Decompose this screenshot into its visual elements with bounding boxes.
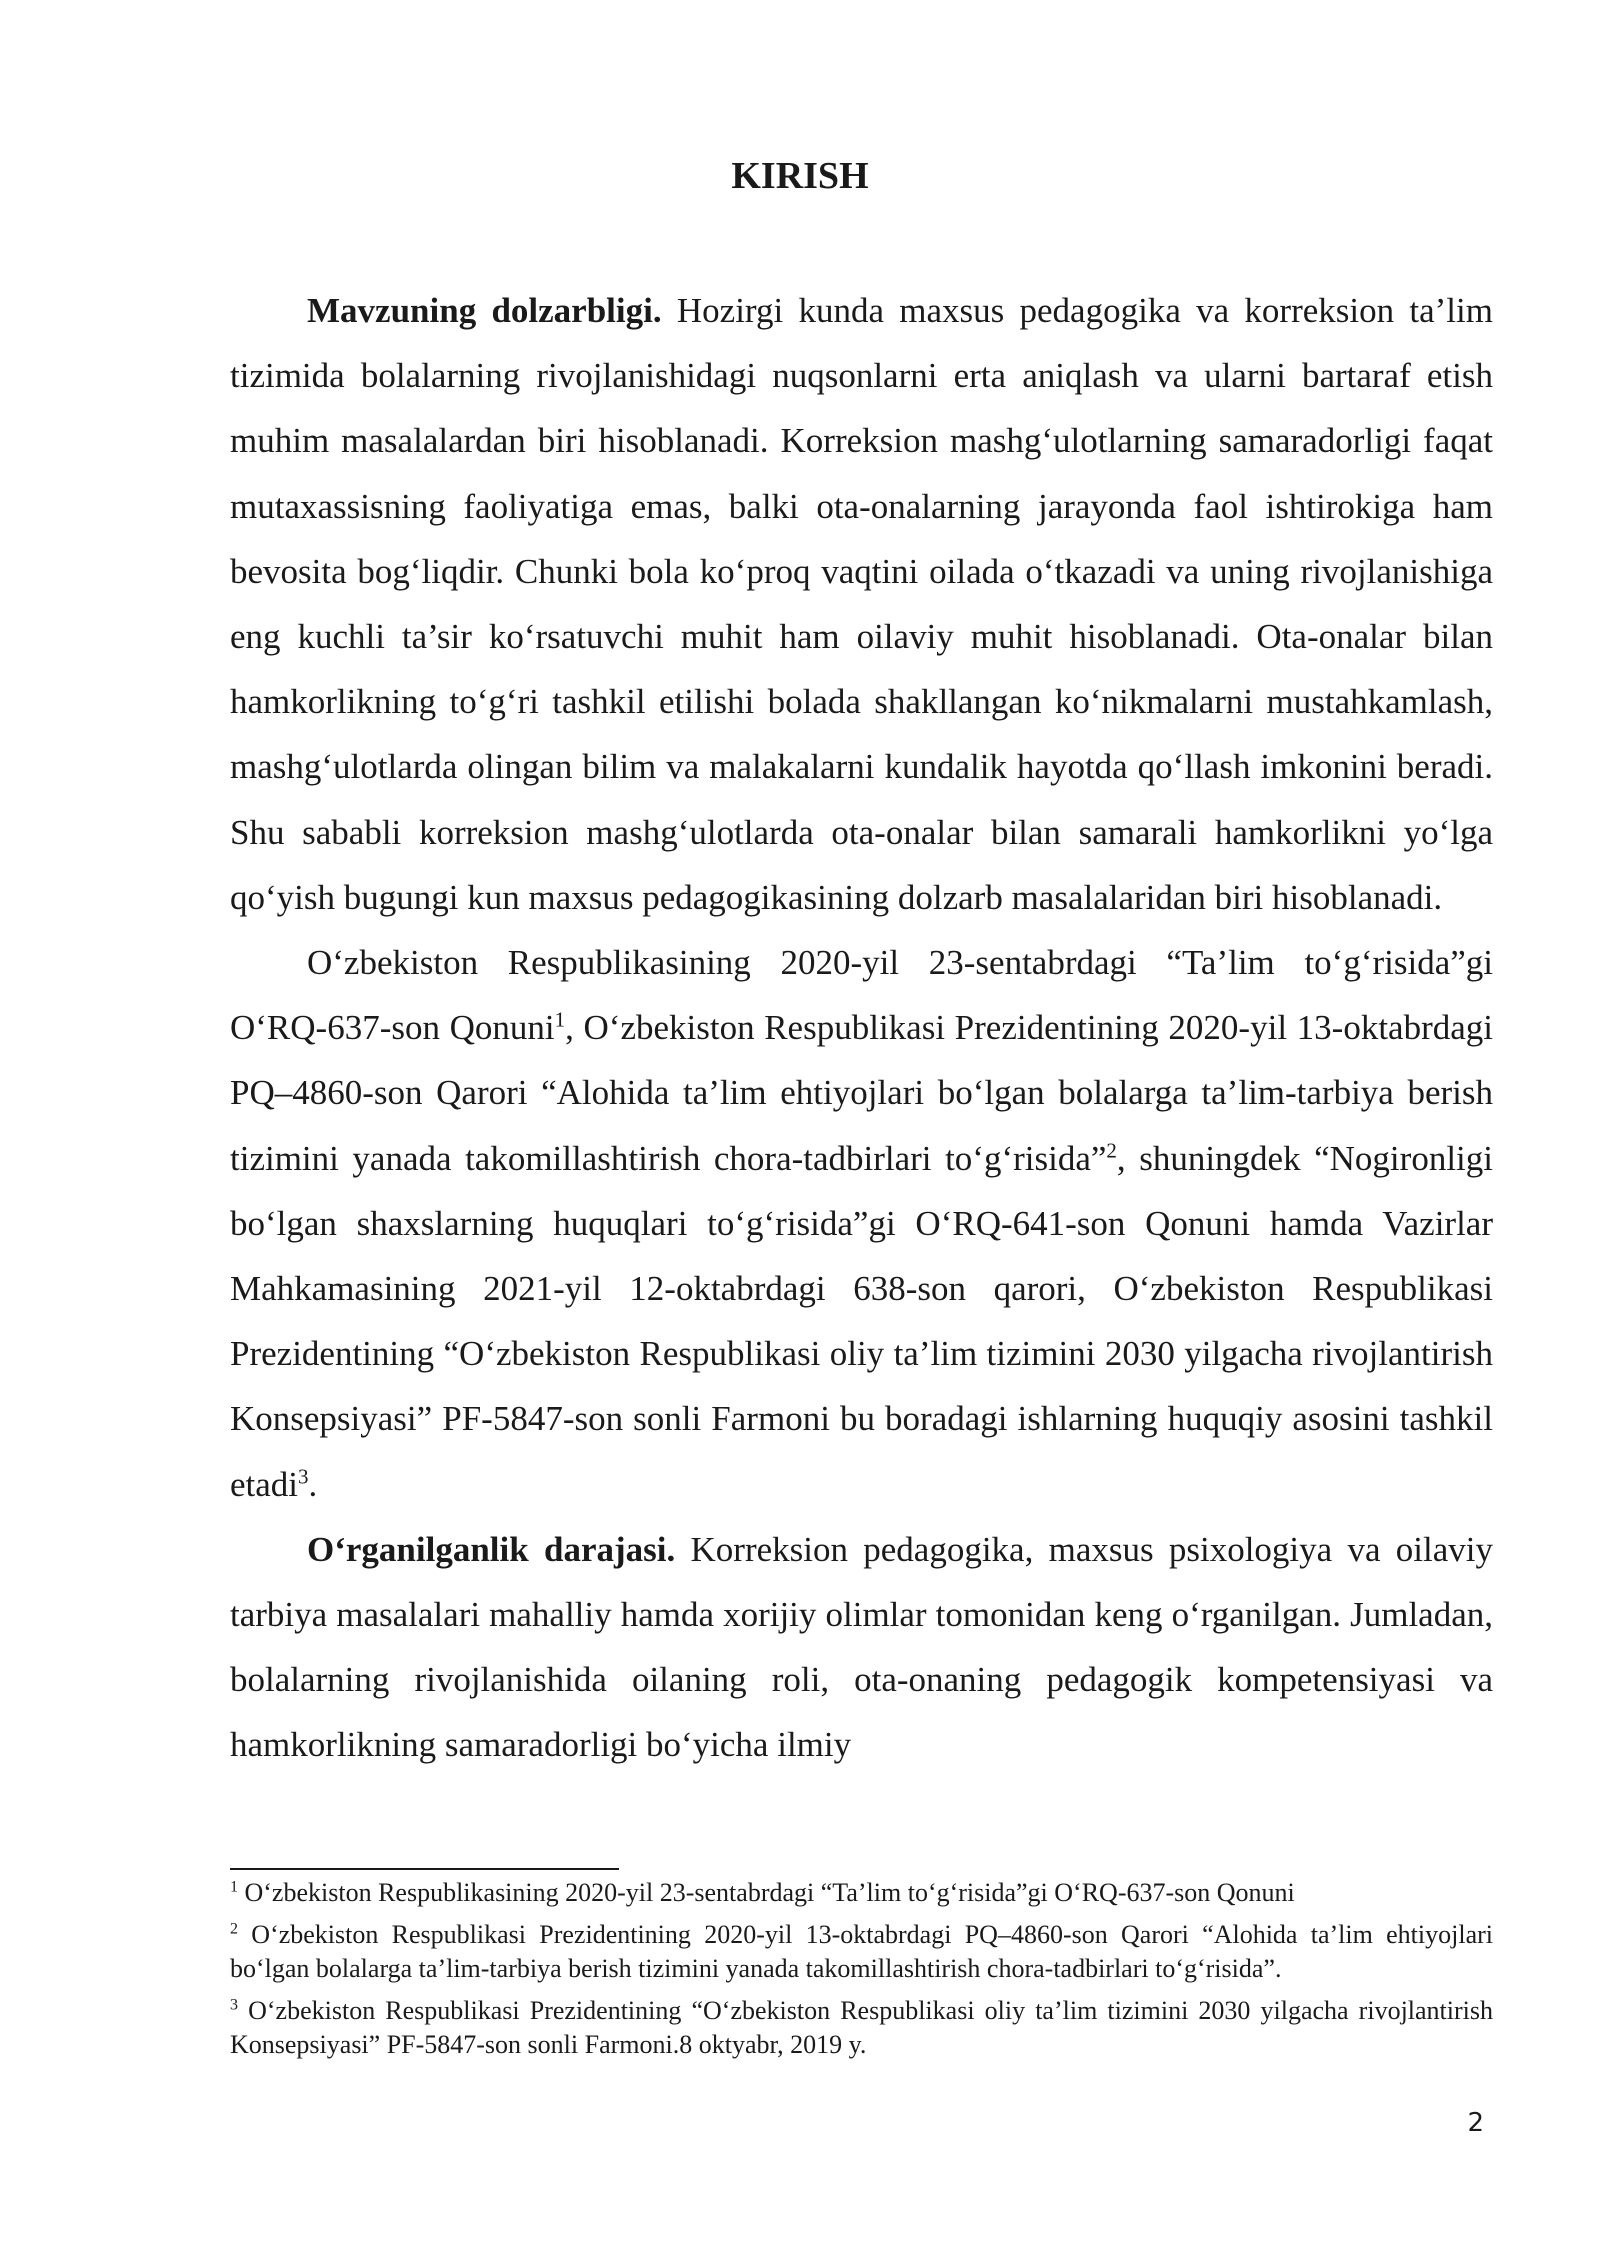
legal-basis-text-4: . [308,1464,318,1504]
footnote-ref-2[interactable]: 2 [1106,1137,1117,1162]
paragraph-text-relevance: Hozirgi kunda maxsus pedagogika va korreksion ta’lim tizimida bolalarning rivojlanishidagi nuqsonlarni erta aniqlash va ularni bartaraf etish muhim masalalardan biri hisoblanadi. Korreksion mashg‘ulotlarning samaradorligi faqat mutaxassisning faoliyatiga emas, balki ota-onalarning jarayonda faol ishtirokiga ham bevosita bog‘liqdir. Chunki bola ko‘proq vaqtini oilada o‘tkazadi va uning rivojlanishiga eng kuchli ta’sir ko‘rsatuvchi muhit ham oilaviy muhit hisoblanadi. Ota-onalar bilan hamkorlikning to‘g‘ri tashkil etilishi bolada shakllangan ko‘nikmalarni mustahkamlash, mashg‘ulotlarda olingan bilim va malakalarni kundalik hayotda qo‘llash imkonini beradi. Shu sababli korreksion mashg‘ulotlarda ota-onalar bilan samarali hamkorlikni yo‘lga qo‘yish bugungi kun maxsus pedagogikasining dolzarb masalalaridan biri hisoblanadi. [230,291,1493,917]
legal-basis-text-1: O‘zbekiston Respublikasining 2020-yil 23-sentabrdagi “Ta’lim to‘g‘risida”gi O‘RQ-637-son Qonuni [230,943,1493,1048]
footnote-ref-3[interactable]: 3 [298,1464,309,1488]
footnote-number-3: 3 [230,1996,238,2014]
paragraph-research-level [230,1517,1493,1778]
footnote-separator [230,1868,619,1870]
footnote-number-2: 2 [230,1920,238,1938]
footnote-ref-1[interactable]: 1 [554,1007,566,1032]
paragraph-lead-relevance: Mavzuning dolzarbligi. [307,291,662,330]
footnote-text-2: O‘zbekiston Respublikasi Prezidentining 2020-yil 13-oktabrdagi PQ–4860-son Qarori “Alohida ta’lim ehtiyojlari bo‘lgan bolalarga ta’lim-tarbiya berish tizimini yanada takomillashtirish chora-tadbirlari to‘g‘risida”. [230,1920,1493,1983]
legal-basis-text-2: , O‘zbekiston Respublikasi Prezidentining 2020-yil 13-oktabrdagi PQ–4860-son Qarori “Alohida ta’lim ehtiyojlari bo‘lgan bolalarga ta’lim-tarbiya berish tizimini yanada takomillashtirish chora-tadbirlari to‘g‘risida” [230,1008,1494,1178]
page-number: 2 [1467,2108,1484,2138]
footnote-2 [230,1918,1493,1986]
footnotes [230,1876,1493,2062]
page-title: KIRISH [731,155,869,197]
paragraph-text-research-level: Korreksion pedagogika, maxsus psixologiya va oilaviy tarbiya masalalari mahalliy hamda xorijiy olimlar tomonidan keng o‘rganilgan. Jumladan, bolalarning rivojlanishida oilaning roli, ota-onaning pedagogik kompetensiyasi va hamkorlikning samaradorligi bo‘yicha ilmiy [230,1529,1493,1765]
body-text [230,278,1493,1778]
footnote-3 [230,1994,1493,2062]
paragraph-legal-basis [230,930,1493,1517]
footnote-text-1: O‘zbekiston Respublikasining 2020-yil 23-sentabrdagi “Ta’lim to‘g‘risida”gi O‘RQ-637-son Qonuni [238,1878,1295,1907]
paragraph-lead-research-level: O‘rganilganlik darajasi. [307,1529,676,1569]
footnote-1 [230,1876,1493,1910]
legal-basis-text-3: , shuningdek “Nogironligi bo‘lgan shaxslarning huquqlari to‘g‘risida”gi O‘RQ-641-son Qonuni hamda Vazirlar Mahkamasining 2021-yil 12-oktabrdagi 638-son qarori, O‘zbekiston Respublikasi Prezidentining “O‘zbekiston Respublikasi oliy ta’lim tizimini 2030 yilgacha rivojlantirish Konsepsiyasi” PF-5847-son sonli Farmoni bu boradagi ishlarning huquqiy asosini tashkil etadi [230,1138,1493,1504]
footnote-text-3: O‘zbekiston Respublikasi Prezidentining “O‘zbekiston Respublikasi oliy ta’lim tizimini 2030 yilgacha rivojlantirish Konsepsiyasi” PF-5847-son sonli Farmoni.8 oktyabr, 2019 y. [230,1996,1493,2059]
footnote-number-1: 1 [230,1878,238,1896]
paragraph-relevance [230,278,1493,930]
